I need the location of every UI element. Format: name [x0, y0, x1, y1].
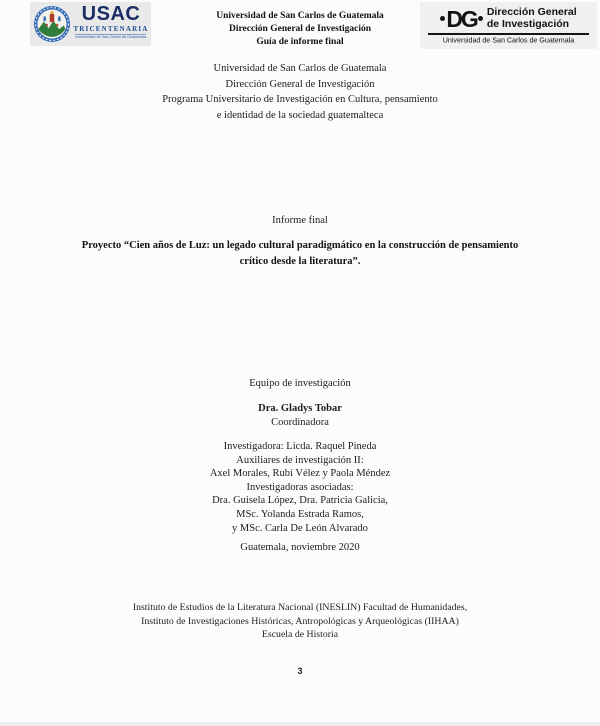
digi-logo [420, 2, 597, 49]
usac-subtitle: TRICENTENARIA [73, 25, 149, 33]
digi-monogram-icon: DG [440, 8, 483, 30]
digi-dot-icon [478, 16, 483, 21]
affiliation-line: Dirección General de Investigación [225, 78, 375, 90]
team-member-line: Auxiliares de investigación II: [236, 454, 364, 466]
team-member-line: Dra. Guisela López, Dra. Patricia Galicia, [212, 495, 388, 507]
report-title: Proyecto “Cien años de Luz: un legado cultural paradigmático en la construcción de pensamiento crítico desde la literatura”. [81, 240, 519, 267]
digi-name: Dirección General de Investigación [486, 6, 577, 30]
institute-line: Instituto de Investigaciones Históricas, Antropológicas y Arqueológicas (IIHAA) [141, 615, 459, 627]
institute-line: Instituto de Estudios de la Literatura Nacional (INESLIN) Facultad de Humanidades, [132, 602, 468, 613]
digi-dot-icon [440, 16, 445, 21]
team-member-line: MSc. Yolanda Estrada Ramos, [236, 508, 364, 520]
coordinator-role: Coordinadora [271, 416, 329, 428]
digi-subtitle: Universidad de San Carlos de Guatemala [442, 36, 575, 45]
header-line-university: Universidad de San Carlos de Guatemala [216, 11, 384, 21]
team-heading: Equipo de investigación [249, 378, 351, 389]
team-member-line: Investigadoras asociadas: [246, 481, 354, 493]
institute-line: Escuela de Historia [261, 629, 339, 641]
coordinator-block [0, 402, 600, 429]
affiliation-line: Programa Universitario de Investigación en Cultura, pensamiento [162, 94, 438, 106]
affiliation-block [0, 61, 600, 124]
report-label: Informe final [272, 215, 328, 226]
team-member-line: Investigadora: Licda. Raquel Pineda [223, 441, 377, 452]
team-member-line: Axel Morales, Rubí Vélez y Paola Méndez [209, 468, 391, 480]
team-members-block [0, 440, 600, 535]
team-member-line: y MSc. Carla De León Alvarado [232, 522, 368, 534]
place-date: Guatemala, noviembre 2020 [240, 542, 360, 553]
page-bottom-edge [0, 722, 600, 726]
digi-divider [428, 33, 589, 35]
institutes-block [0, 601, 600, 642]
header-line-direction: Dirección General de Investigación [228, 24, 372, 34]
affiliation-line: Universidad de San Carlos de Guatemala [213, 63, 387, 74]
usac-tagline: Universidad de San Carlos de Guatemala [75, 35, 147, 39]
affiliation-line: e identidad de la sociedad guatemalteca [216, 110, 384, 122]
page-number: 3 [297, 666, 303, 676]
header-line-guide: Guía de informe final [256, 37, 344, 47]
usac-acronym: USAC [81, 3, 141, 25]
coordinator-name: Dra. Gladys Tobar [258, 403, 342, 414]
